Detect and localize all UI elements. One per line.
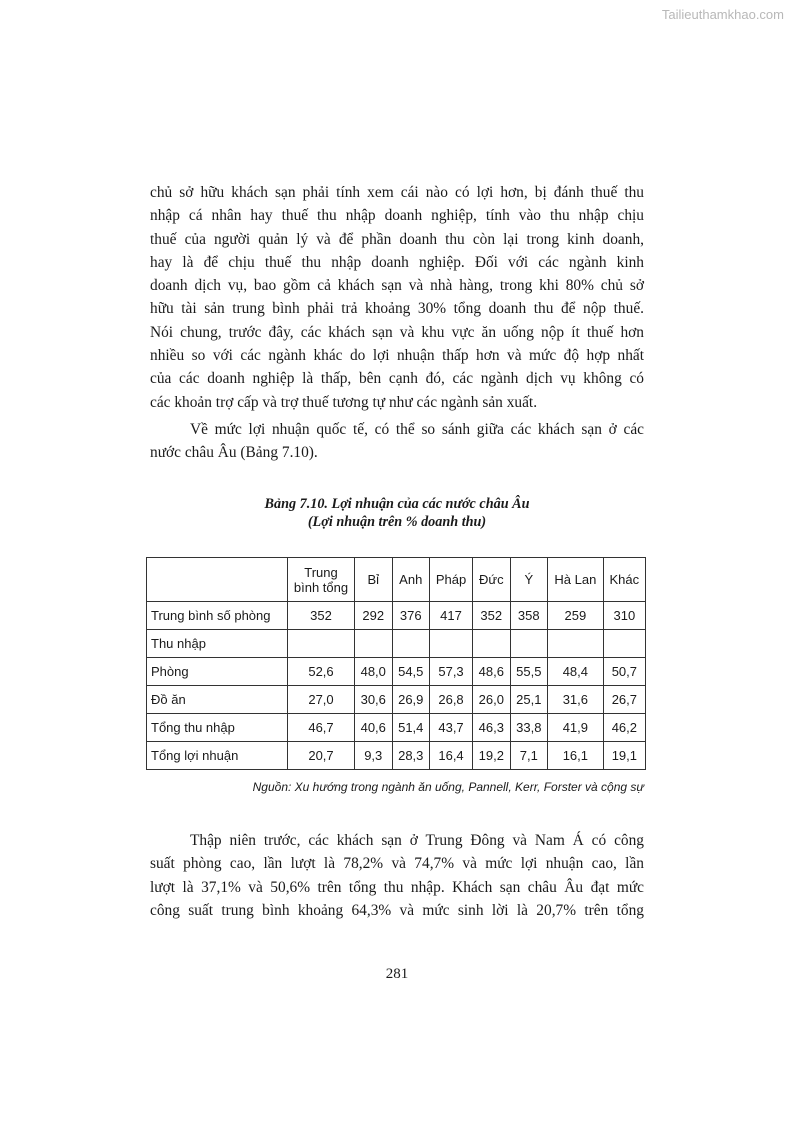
text-line: nước châu Âu (Bảng 7.10). [150,444,318,462]
header-cell-france: Pháp [430,558,473,602]
table-cell [548,630,604,658]
table-cell [355,630,393,658]
text-line: hay là để chịu thuế thu nhập doanh nghiệp. Đối với các ngành kinh [150,253,644,271]
table-cell: 417 [430,602,473,630]
header-cell-germany: Đức [473,558,511,602]
table-cell: 48,0 [355,658,393,686]
header-cell-netherlands: Hà Lan [548,558,604,602]
header-cell-empty [147,558,288,602]
header-cell-uk: Anh [392,558,430,602]
text-line: Thập niên trước, các khách sạn ở Trung Đông và Nam Á có công [190,832,644,849]
table-cell: 46,3 [473,714,511,742]
header-average-line1: Trung [304,564,338,580]
table-row [147,658,646,686]
table-cell: 57,3 [430,658,473,686]
table-cell: 9,3 [355,742,393,770]
row-label: Tổng thu nhập [147,714,288,742]
table-row [147,630,646,658]
page-number: 281 [385,966,409,982]
table-cell: 7,1 [510,742,548,770]
row-label: Phòng [147,658,288,686]
header-average-line2: bình tổng [293,579,349,595]
row-label: Trung bình số phòng [147,602,288,630]
table-cell: 376 [392,602,430,630]
table-caption-title: Bảng 7.10. Lợi nhuận của các nước châu Âu [264,496,530,512]
table-cell: 20,7 [288,742,355,770]
table-cell: 52,6 [288,658,355,686]
text-line: công suất trung bình khoảng 64,3% và mức sinh lời là 20,7% trên tổng [150,901,644,919]
text-line: Nói chung, trước đây, các khách sạn và khu vực ăn uống nộp ít thuế hơn [150,323,644,341]
table-cell: 40,6 [355,714,393,742]
watermark: Tailieuthamkhao.com [661,7,784,22]
table-cell [430,630,473,658]
table-cell: 28,3 [392,742,430,770]
table-cell: 30,6 [355,686,393,714]
table-cell: 26,9 [392,686,430,714]
table-source: Nguồn: Xu hướng trong ngành ăn uống, Pannell, Kerr, Forster và cộng sự [252,780,644,794]
paragraph-3 [150,829,644,922]
table-cell: 31,6 [548,686,604,714]
table-cell: 16,1 [548,742,604,770]
table-cell: 292 [355,602,393,630]
table-cell: 19,2 [473,742,511,770]
text-line: doanh dịch vụ, bao gồm cả khách sạn và nhà hàng, trong khi 80% chủ sở [150,277,644,295]
table-cell: 26,0 [473,686,511,714]
table-row [147,742,646,770]
table-cell: 310 [603,602,645,630]
table-cell: 26,8 [430,686,473,714]
table-cell: 27,0 [288,686,355,714]
table-cell: 259 [548,602,604,630]
table-cell [473,630,511,658]
text-line: suất phòng cao, lần lượt là 78,2% và 74,7% và mức lợi nhuận cao, lần [150,855,644,873]
table-cell: 46,7 [288,714,355,742]
table-header-row [147,558,646,602]
header-cell-average [288,558,355,602]
header-cell-other: Khác [603,558,645,602]
table-cell [603,630,645,658]
header-cell-belgium: Bỉ [355,558,393,602]
profit-table [146,557,646,770]
text-line: của các doanh nghiệp là thấp, bên cạnh đó, các ngành dịch vụ không có [150,370,644,388]
table-cell: 43,7 [430,714,473,742]
table-cell: 358 [510,602,548,630]
table-cell: 41,9 [548,714,604,742]
row-label: Thu nhập [147,630,288,658]
table-cell: 48,6 [473,658,511,686]
text-line: nhiều so với các ngành khác do lợi nhuận thấp hơn và mức độ hợp nhất [150,347,644,365]
table-cell [510,630,548,658]
table-row [147,714,646,742]
table-cell: 352 [473,602,511,630]
text-line: thuế của người quản lý và để phần doanh thu còn lại trong kinh doanh, [150,230,644,248]
table-cell: 50,7 [603,658,645,686]
table-cell: 19,1 [603,742,645,770]
table-cell: 352 [288,602,355,630]
table-cell: 48,4 [548,658,604,686]
text-line: Về mức lợi nhuận quốc tế, có thể so sánh giữa các khách sạn ở các [190,421,644,438]
table-cell: 16,4 [430,742,473,770]
table-cell [288,630,355,658]
table-cell: 51,4 [392,714,430,742]
table-caption-subtitle: (Lợi nhuận trên % doanh thu) [307,514,487,530]
paragraph-2 [150,418,644,465]
table-row [147,602,646,630]
text-line: hữu tài sản trung bình phải trả khoảng 30% tổng doanh thu để nộp thuế. [150,300,644,318]
text-line: lượt là 37,1% và 50,6% trên tổng thu nhập. Khách sạn châu Âu đạt mức [150,878,644,896]
table-cell: 26,7 [603,686,645,714]
row-label: Đồ ăn [147,686,288,714]
paragraph-1 [150,181,644,414]
table-row [147,686,646,714]
table-cell: 55,5 [510,658,548,686]
table-cell: 33,8 [510,714,548,742]
table-cell [392,630,430,658]
text-line: các khoản trợ cấp và trợ thuế tương tự như các ngành sản xuất. [150,393,538,411]
table-cell: 54,5 [392,658,430,686]
text-line: nhập cá nhân hay thuế thu nhập doanh nghiệp, tính vào thu nhập chịu [150,207,644,225]
table-cell: 25,1 [510,686,548,714]
row-label: Tổng lợi nhuận [147,742,288,770]
header-cell-italy: Ý [510,558,548,602]
text-line: chủ sở hữu khách sạn phải tính xem cái nào có lợi hơn, bị đánh thuế thu [150,184,644,201]
table-cell: 46,2 [603,714,645,742]
